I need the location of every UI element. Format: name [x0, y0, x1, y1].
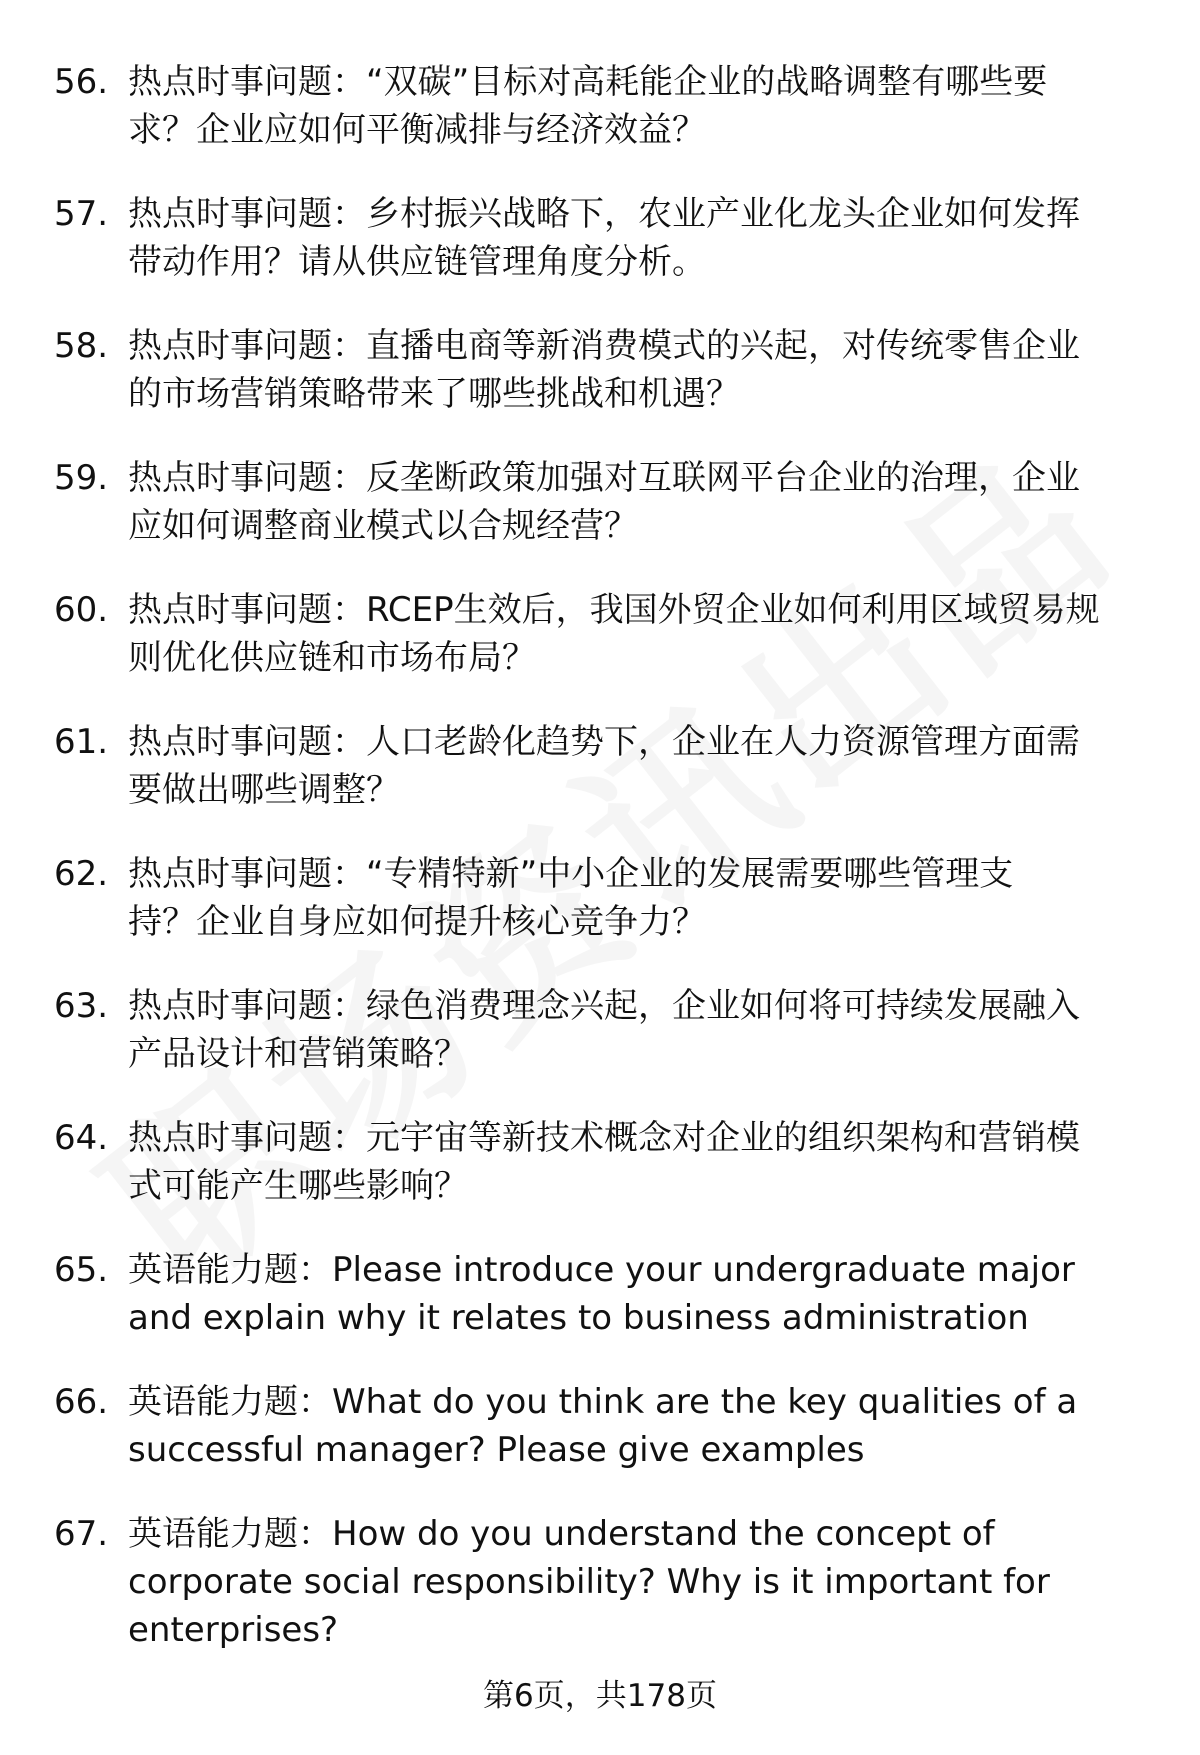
question-text	[128, 1246, 1168, 1342]
question-number: 60.	[54, 590, 109, 630]
question-line: 英语能力题：How do you understand the concept of	[128, 1514, 995, 1554]
question-number: 62.	[54, 854, 109, 894]
question-line: 英语能力题：What do you think are the key qualities of a	[128, 1382, 1078, 1422]
question-line: 产品设计和营销策略？	[128, 1034, 468, 1074]
question-number: 59.	[54, 458, 109, 498]
question-text	[128, 1114, 1168, 1210]
question-number: 57.	[54, 194, 109, 234]
question-line: 式可能产生哪些影响？	[128, 1166, 468, 1206]
question-line: enterprises?	[128, 1610, 339, 1650]
question-list	[0, 58, 1200, 1690]
question-number: 65.	[54, 1250, 109, 1290]
question-line: 英语能力题：Please introduce your undergraduate major	[128, 1250, 1075, 1290]
question-line: 热点时事问题：人口老龄化趋势下，企业在人力资源管理方面需	[128, 722, 1080, 762]
question-item-63	[0, 982, 1200, 1114]
question-item-61	[0, 718, 1200, 850]
question-number: 64.	[54, 1118, 109, 1158]
question-line: 要做出哪些调整？	[128, 770, 400, 810]
question-item-62	[0, 850, 1200, 982]
question-item-56	[0, 58, 1200, 190]
question-item-64	[0, 1114, 1200, 1246]
question-line: 热点时事问题：“双碳”目标对高耗能企业的战略调整有哪些要	[128, 62, 1048, 102]
question-line: 热点时事问题：元宇宙等新技术概念对企业的组织架构和营销模	[128, 1118, 1080, 1158]
question-text	[128, 850, 1168, 946]
question-text	[128, 1378, 1168, 1474]
question-line: successful manager? Please give examples	[128, 1430, 865, 1470]
page-footer: 第6页，共178页	[483, 1678, 717, 1714]
question-line: 热点时事问题：乡村振兴战略下，农业产业化龙头企业如何发挥	[128, 194, 1080, 234]
question-line: 持？企业自身应如何提升核心竞争力？	[128, 902, 706, 942]
question-text	[128, 982, 1168, 1078]
question-number: 58.	[54, 326, 109, 366]
question-line: and explain why it relates to business administration	[128, 1298, 1029, 1338]
question-line: 带动作用？请从供应链管理角度分析。	[128, 242, 706, 282]
question-line: 热点时事问题：直播电商等新消费模式的兴起，对传统零售企业	[128, 326, 1080, 366]
question-line: corporate social responsibility? Why is it important for	[128, 1562, 1050, 1602]
question-line: 热点时事问题：绿色消费理念兴起，企业如何将可持续发展融入	[128, 986, 1080, 1026]
question-number: 63.	[54, 986, 109, 1026]
question-number: 66.	[54, 1382, 109, 1422]
question-number: 56.	[54, 62, 109, 102]
question-item-67	[0, 1510, 1200, 1690]
question-item-59	[0, 454, 1200, 586]
question-line: 热点时事问题：RCEP生效后，我国外贸企业如何利用区域贸易规	[128, 590, 1100, 630]
question-item-66	[0, 1378, 1200, 1510]
question-line: 求？企业应如何平衡减排与经济效益？	[128, 110, 706, 150]
question-item-57	[0, 190, 1200, 322]
question-line: 的市场营销策略带来了哪些挑战和机遇？	[128, 374, 740, 414]
question-line: 热点时事问题：反垄断政策加强对互联网平台企业的治理，企业	[128, 458, 1080, 498]
question-item-58	[0, 322, 1200, 454]
question-number: 67.	[54, 1514, 109, 1554]
question-text	[128, 322, 1168, 418]
question-text	[128, 1510, 1168, 1654]
question-text	[128, 454, 1168, 550]
question-item-65	[0, 1246, 1200, 1378]
question-item-60	[0, 586, 1200, 718]
question-text	[128, 718, 1168, 814]
question-number: 61.	[54, 722, 109, 762]
question-line: 则优化供应链和市场布局？	[128, 638, 536, 678]
question-text	[128, 190, 1168, 286]
question-text	[128, 58, 1168, 154]
question-text	[128, 586, 1168, 682]
question-line: 热点时事问题：“专精特新”中小企业的发展需要哪些管理支	[128, 854, 1014, 894]
question-line: 应如何调整商业模式以合规经营？	[128, 506, 638, 546]
